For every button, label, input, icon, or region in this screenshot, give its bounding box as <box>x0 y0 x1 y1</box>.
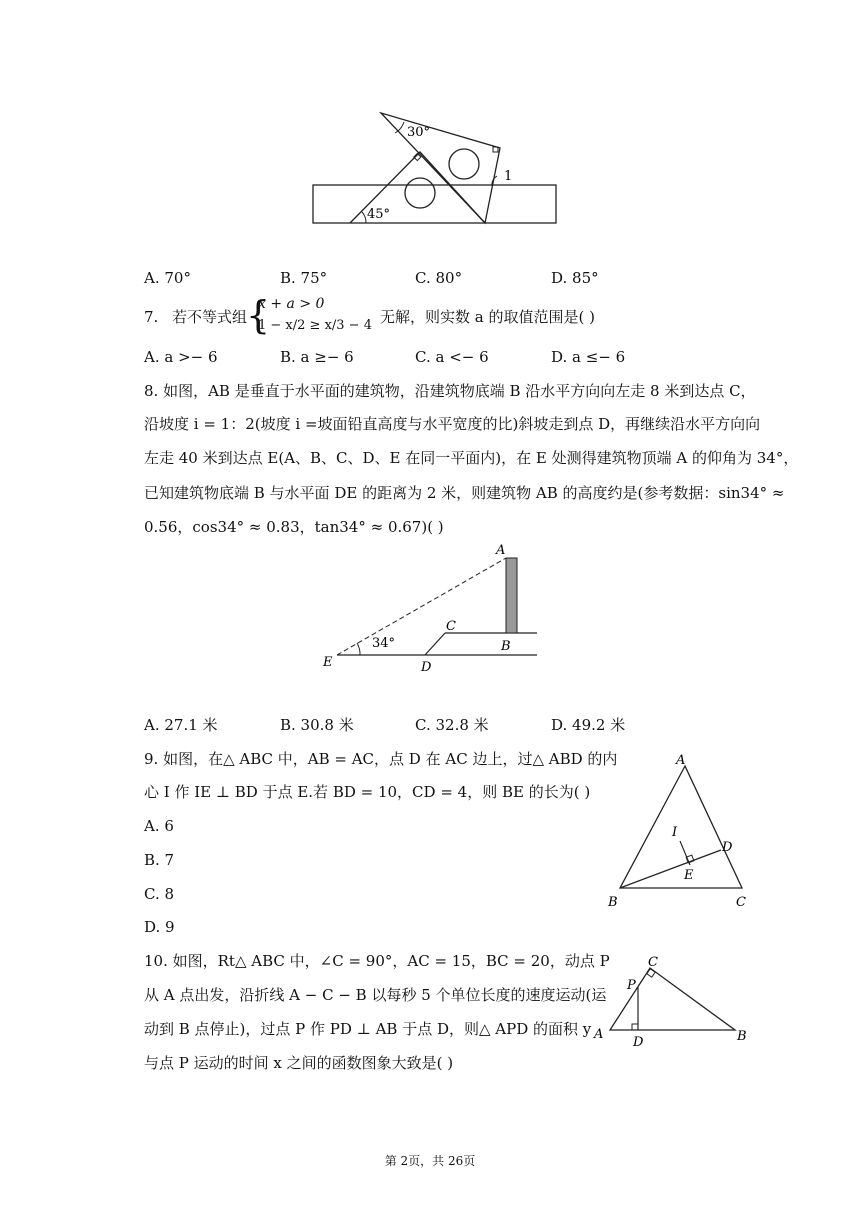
q7-option-b: B. a ≥− 6 <box>280 348 354 366</box>
q6-option-b: B. 75° <box>280 269 328 287</box>
q8-line-3: 左走 40 米到达点 E(A、B、C、D、E 在同一平面内)，在 E 处测得建筑物顶端 A 的仰角为 34°， <box>144 449 799 467</box>
q8-line-5: 0.56，cos34° ≈ 0.83，tan34° ≈ 0.67)( ) <box>144 518 444 536</box>
q9-option-d: D. 9 <box>144 918 175 936</box>
point-c-label: C <box>446 619 456 634</box>
q9-line-2: 心 I 作 IE ⊥ BD 于点 E.若 BD = 10，CD = 4，则 BE 的长为( ) <box>144 783 591 801</box>
angle-45-label: 45° <box>367 207 391 222</box>
q7-option-d: D. a ≤− 6 <box>551 348 626 366</box>
q7-number: 7. <box>144 308 159 326</box>
q8-option-c: C. 32.8 米 <box>415 716 489 734</box>
q9-option-c: C. 8 <box>144 885 175 903</box>
q9-option-b: B. 7 <box>144 851 175 869</box>
angle-30-label: 30° <box>407 125 431 140</box>
figure-q9 <box>600 748 760 913</box>
point-i-label: I <box>672 825 678 840</box>
q7-inequality-1: x + a > 0 <box>258 296 325 312</box>
q7-option-c: C. a <− 6 <box>415 348 489 366</box>
q8-line-1: 8. 如图，AB 是垂直于水平面的建筑物，沿建筑物底端 B 沿水平方向向左走 8 米到达点 C， <box>144 382 756 400</box>
point-a-label: A <box>676 753 686 768</box>
q10-line-4: 与点 P 运动的时间 x 之间的函数图象大致是( ) <box>144 1054 454 1072</box>
q8-line-2: 沿坡度 i = 1：2(坡度 i =坡面铅直高度与水平宽度的比)斜坡走到点 D，再继续沿水平方向向 <box>144 415 761 433</box>
point-d-label: D <box>421 660 432 675</box>
q9-option-a: A. 6 <box>144 817 174 835</box>
figure-q10 <box>590 952 755 1052</box>
circle-hole-1 <box>449 149 479 179</box>
q10-line-2: 从 A 点出发，沿折线 A − C − B 以每秒 5 个单位长度的速度运动(运 <box>144 986 607 1004</box>
q8-option-d: D. 49.2 米 <box>551 716 626 734</box>
q6-option-a: A. 70° <box>144 269 191 287</box>
point-p-label: P <box>627 978 636 993</box>
point-b-label: B <box>608 895 618 910</box>
angle-1-label: 1 <box>504 169 513 184</box>
figure-q8 <box>315 540 545 675</box>
point-d-label: D <box>633 1035 644 1050</box>
point-b-label: B <box>501 639 511 654</box>
q8-option-b: B. 30.8 米 <box>280 716 354 734</box>
q10-line-1: 10. 如图，Rt△ ABC 中，∠C = 90°，AC = 15，BC = 20，动点 P <box>144 952 610 970</box>
q8-line-4: 已知建筑物底端 B 与水平面 DE 的距离为 2 米，则建筑物 AB 的高度约是(参考数据：sin34° ≈ <box>144 484 785 502</box>
point-a-label: A <box>594 1027 604 1042</box>
q7-brace: { <box>246 293 271 337</box>
point-d-label: D <box>722 840 733 855</box>
figure-q6 <box>300 100 570 230</box>
circle-hole-2 <box>405 178 435 208</box>
q7-option-a: A. a >− 6 <box>144 348 218 366</box>
q7-suffix: 无解，则实数 a 的取值范围是( ) <box>380 308 595 326</box>
q6-option-d: D. 85° <box>551 269 599 287</box>
q7-prefix: 若不等式组 <box>172 308 248 326</box>
point-e-label: E <box>323 655 333 670</box>
point-e-label: E <box>684 868 694 883</box>
q9-line-1: 9. 如图，在△ ABC 中，AB = AC，点 D 在 AC 边上，过△ ABD 的内 <box>144 750 618 768</box>
building-ab <box>506 558 517 633</box>
point-c-label: C <box>648 955 658 970</box>
angle-34-label: 34° <box>372 636 396 651</box>
q6-option-c: C. 80° <box>415 269 463 287</box>
q10-line-3: 动到 B 点停止)，过点 P 作 PD ⊥ AB 于点 D，则△ APD 的面积 y <box>144 1020 592 1038</box>
page-footer: 第 2页，共 26页 <box>384 1154 476 1168</box>
q7-inequality-2: 1 − x/2 ≥ x/3 − 4 <box>258 318 372 333</box>
point-c-label: C <box>736 895 746 910</box>
q8-option-a: A. 27.1 米 <box>144 716 218 734</box>
point-a-label: A <box>496 543 506 558</box>
point-b-label: B <box>737 1029 747 1044</box>
